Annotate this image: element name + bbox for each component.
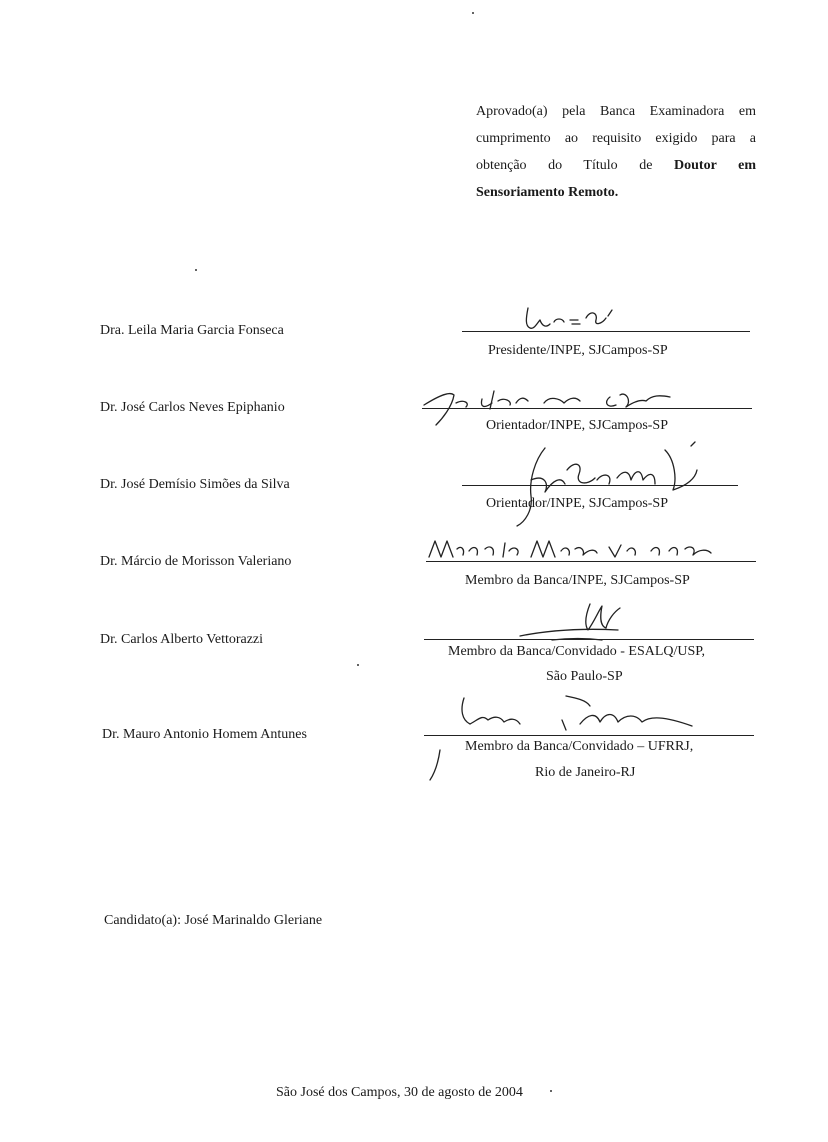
signature-6 <box>430 690 720 785</box>
signature-4 <box>425 535 725 570</box>
scan-speck <box>550 1090 552 1092</box>
examiner-role-6: Membro da Banca/Convidado – UFRRJ, <box>465 739 694 754</box>
scan-speck <box>472 12 474 14</box>
approval-line-1: Aprovado(a) pela Banca Examinadora em <box>476 104 756 119</box>
examiner-name-2: Dr. José Carlos Neves Epiphanio <box>100 400 285 415</box>
examiner-location-5: São Paulo-SP <box>546 669 623 684</box>
approval-line-3-text: obtenção do Título de <box>476 158 675 173</box>
examiner-role-2: Orientador/INPE, SJCampos-SP <box>486 418 668 433</box>
signature-5 <box>490 600 640 645</box>
examiner-location-6: Rio de Janeiro-RJ <box>535 765 636 780</box>
approval-line-4 <box>476 179 756 206</box>
scan-speck <box>357 664 359 666</box>
scan-speck <box>195 269 197 271</box>
candidate-name: Candidato(a): José Marinaldo Gleriane <box>104 913 323 928</box>
examiner-role-5: Membro da Banca/Convidado - ESALQ/USP, <box>448 644 706 659</box>
examiner-name-4: Dr. Márcio de Morisson Valeriano <box>100 554 292 569</box>
examiner-name-6: Dr. Mauro Antonio Homem Antunes <box>102 727 307 742</box>
signature-3 <box>505 440 705 530</box>
signature-2 <box>420 385 690 430</box>
examiner-role-1: Presidente/INPE, SJCampos-SP <box>488 343 668 358</box>
examiner-name-3: Dr. José Demísio Simões da Silva <box>100 477 290 492</box>
approval-statement <box>476 98 756 206</box>
examiner-role-3: Orientador/INPE, SJCampos-SP <box>486 496 668 511</box>
approval-line-2: cumprimento ao requisito exigido para a <box>476 131 756 146</box>
degree-field: Sensoriamento Remoto. <box>476 185 619 200</box>
examiner-role-4: Membro da Banca/INPE, SJCampos-SP <box>465 573 690 588</box>
approval-line-3 <box>476 152 756 179</box>
place-date: São José dos Campos, 30 de agosto de 2004 <box>276 1085 523 1100</box>
examiner-name-1: Dra. Leila Maria Garcia Fonseca <box>100 323 284 338</box>
examiner-name-5: Dr. Carlos Alberto Vettorazzi <box>100 632 264 647</box>
signature-1 <box>520 300 640 335</box>
degree-title: Doutor em <box>674 158 756 173</box>
